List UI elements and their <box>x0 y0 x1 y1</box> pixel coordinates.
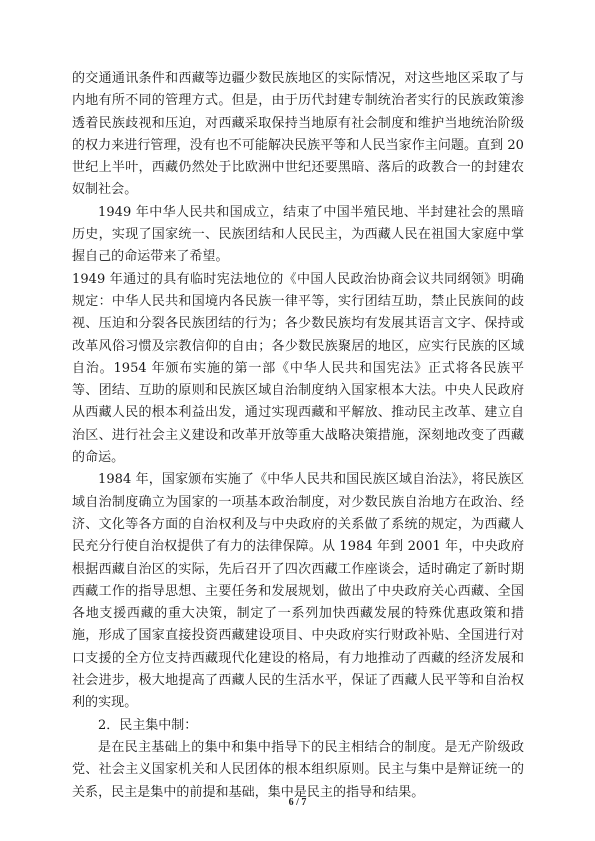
paragraph-4: 1984 年，国家颁布实施了《中华人民共和国民族区域自治法》，将民族区域自治制度确立为国家的一项基本政治制度，对少数民族自治地方在政治、经济、文化等各方面的自治权利及与中央政府的关系做了系统的规定，为西藏人民充分行使自治权提供了有力的法律保障。从 1984 年到 2001 年，中央政府根据西藏自治区的实际，先后召开了四次西藏工作座谈会，适时确定了新时期西藏工作的指导思想、主要任务和发展规划，做出了中央政府关心西藏、全国各地支援西藏的重大决策，制定了一系列加快西藏发展的特殊优惠政策和措施，形成了国家直接投资西藏建设项目、中央政府实行财政补贴、全国进行对口支援的全方位支持西藏现代化建设的格局，有力地推动了西藏的经济发展和社会进步，极大地提高了西藏人民的生活水平，保证了西藏人民平等和自治权利的实现。 <box>72 472 524 711</box>
paragraph-1: 的交通通讯条件和西藏等边疆少数民族地区的实际情况，对这些地区采取了与内地有所不同的管理方式。但是，由于历代封建专制统治者实行的民族政策渗透着民族歧视和压迫，对西藏采取保持当地原有社会制度和维护当地统治阶级的权力来进行管理，没有也不可能解决民族平等和人民当家作主问题。直到 20 世纪上半叶，西藏仍然处于比欧洲中世纪还要黑暗、落后的政教合一的封建农奴制社会。 <box>72 71 524 198</box>
document-body <box>72 68 524 804</box>
paragraph-2: 1949 年中华人民共和国成立，结束了中国半殖民地、半封建社会的黑暗历史，实现了国家统一、民族团结和人民民主，为西藏人民在祖国大家庭中掌握自己的命运带来了希望。 <box>72 204 524 265</box>
section-heading: 2．民主集中制： <box>98 717 198 733</box>
paragraph-3: 1949 年通过的具有临时宪法地位的《中国人民政治协商会议共同纲领》明确规定：中华人民共和国境内各民族一律平等，实行团结互助，禁止民族间的歧视、压迫和分裂各民族团结的行为；各少数民族均有发展其语言文字、保持或改革风俗习惯及宗教信仰的自由；各少数民族聚居的地区，应实行民族的区域自治。1954 年颁布实施的第一部《中华人民共和国宪法》正式将各民族平等、团结、互助的原则和民族区域自治制度纳入国家根本大法。中央人民政府从西藏人民的根本利益出发，通过实现西藏和平解放、推动民主改革、建立自治区、进行社会主义建设和改革开放等重大战略决策措施，深刻地改变了西藏的命运。 <box>72 271 524 466</box>
page-number: 6 / 7 <box>288 797 307 808</box>
section-paragraph: 是在民主基础上的集中和集中指导下的民主相结合的制度。是无产阶级政党、社会主义国家机关和人民团体的根本组织原则。民主与集中是辩证统一的关系，民主是集中的前提和基础，集中是民主的指导和结果。 <box>72 739 524 800</box>
